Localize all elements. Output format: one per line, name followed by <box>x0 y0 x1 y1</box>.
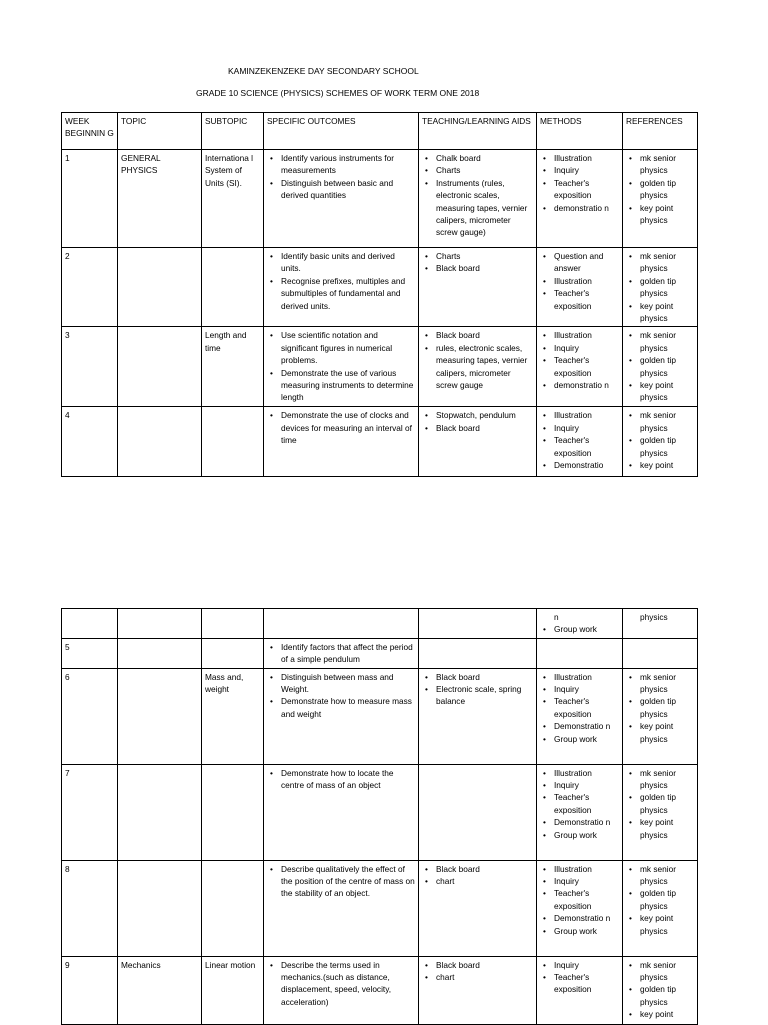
table-row <box>62 407 698 477</box>
reference-item: • mk senior physics <box>626 329 694 354</box>
outcomes-list <box>267 329 415 403</box>
reference-item: • key point <box>626 459 694 471</box>
methods-cell <box>537 609 623 639</box>
reference-item: • golden tip physics <box>626 177 694 202</box>
aid-item: • Black board <box>422 422 533 434</box>
outcomes-cell <box>264 764 419 860</box>
aid-item: • Electronic scale, spring balance <box>422 683 533 708</box>
aid-item: • Black board <box>422 262 533 274</box>
method-item: • Inquiry <box>540 959 619 971</box>
reference-item: • key point physics <box>626 720 694 745</box>
methods-list <box>540 863 619 937</box>
outcome-item: • Demonstrate the use of clocks and devices for measuring an interval of time <box>267 409 415 446</box>
subtopic-cell <box>202 764 264 860</box>
method-item: • Inquiry <box>540 683 619 695</box>
table-row <box>62 638 698 668</box>
reference-item: • golden tip physics <box>626 983 694 1008</box>
outcome-item: • Describe the terms used in mechanics.(such as distance, displacement, speed, velocity, acceleration) <box>267 959 415 1009</box>
aid-item: • Charts <box>422 164 533 176</box>
method-item: • Illustration <box>540 409 619 421</box>
references-list <box>626 767 694 841</box>
reference-item: • golden tip physics <box>626 275 694 300</box>
document-title: GRADE 10 SCIENCE (PHYSICS) SCHEMES OF WORK TERM ONE 2018 <box>196 88 480 98</box>
method-item: • Question and answer <box>540 250 619 275</box>
outcomes-list <box>267 863 415 900</box>
method-item: • Demonstratio <box>540 459 619 471</box>
reference-item: • key point physics <box>626 912 694 937</box>
aids-cell <box>419 150 537 248</box>
outcomes-list <box>267 409 415 446</box>
week-cell: 1 <box>62 150 118 248</box>
aids-cell <box>419 609 537 639</box>
aids-cell <box>419 248 537 327</box>
outcome-item: • Use scientific notation and significant figures in numerical problems. <box>267 329 415 366</box>
topic-cell <box>118 638 202 668</box>
method-item: • Inquiry <box>540 779 619 791</box>
aids-cell <box>419 764 537 860</box>
method-item: • Teacher's exposition <box>540 971 619 996</box>
reference-item: • mk senior physics <box>626 767 694 792</box>
outcomes-cell <box>264 860 419 956</box>
outcomes-cell <box>264 956 419 1024</box>
table-row <box>62 150 698 248</box>
topic-cell <box>118 327 202 407</box>
subtopic-cell <box>202 407 264 477</box>
reference-item: • mk senior physics <box>626 152 694 177</box>
method-item: • Group work <box>540 925 619 937</box>
references-cell <box>623 956 698 1024</box>
outcomes-cell <box>264 609 419 639</box>
outcome-item: • Demonstrate how to measure mass and weight <box>267 695 415 720</box>
subtopic-cell <box>202 860 264 956</box>
references-cell <box>623 638 698 668</box>
reference-item: • key point <box>626 1008 694 1020</box>
method-item: • Teacher's exposition <box>540 434 619 459</box>
col-header-topic: TOPIC <box>118 113 202 150</box>
table-row <box>62 956 698 1024</box>
table-row <box>62 248 698 327</box>
reference-item: • mk senior physics <box>626 409 694 434</box>
method-item: • Teacher's exposition <box>540 695 619 720</box>
aid-item: • Instruments (rules, electronic scales, measuring tapes, vernier calipers, micrometer screw gauge) <box>422 177 533 239</box>
methods-cell <box>537 668 623 764</box>
references-cell <box>623 150 698 248</box>
references-cell <box>623 407 698 477</box>
references-list <box>626 959 694 1021</box>
aids-list <box>422 959 533 984</box>
reference-item: • golden tip physics <box>626 695 694 720</box>
table-row <box>62 860 698 956</box>
header-row <box>62 113 698 150</box>
aids-list <box>422 671 533 708</box>
method-item: • Demonstratio n <box>540 912 619 924</box>
aid-item: • Chalk board <box>422 152 533 164</box>
week-cell: 2 <box>62 248 118 327</box>
col-header-aids: TEACHING/LEARNING AIDS <box>419 113 537 150</box>
method-item: • Inquiry <box>540 422 619 434</box>
methods-cell <box>537 860 623 956</box>
outcomes-list <box>267 250 415 312</box>
col-header-references: REFERENCES <box>623 113 698 150</box>
references-cell <box>623 327 698 407</box>
subtopic-cell <box>202 248 264 327</box>
method-item: • Teacher's exposition <box>540 354 619 379</box>
topic-cell: Mechanics <box>118 956 202 1024</box>
reference-item: • mk senior physics <box>626 863 694 888</box>
aids-list <box>422 152 533 239</box>
aids-cell <box>419 956 537 1024</box>
references-cell <box>623 668 698 764</box>
methods-list <box>540 959 619 996</box>
reference-continued-text: physics <box>640 612 668 622</box>
aid-item: • Stopwatch, pendulum <box>422 409 533 421</box>
aids-list <box>422 863 533 888</box>
method-item: • Teacher's exposition <box>540 287 619 312</box>
references-cell <box>623 860 698 956</box>
table-row <box>62 327 698 407</box>
outcome-item: • Distinguish between basic and derived quantities <box>267 177 415 202</box>
method-item: • Teacher's exposition <box>540 791 619 816</box>
method-item: • demonstratio n <box>540 202 619 214</box>
outcome-item: • Recognise prefixes, multiples and submultiples of fundamental and derived units. <box>267 275 415 312</box>
reference-item: • key point physics <box>626 816 694 841</box>
reference-item: • key point physics <box>626 300 694 325</box>
aid-item: • chart <box>422 971 533 983</box>
reference-item: • key point physics <box>626 379 694 404</box>
continuation-row <box>62 609 698 639</box>
aid-item: • Charts <box>422 250 533 262</box>
aids-list <box>422 250 533 275</box>
week-cell: 3 <box>62 327 118 407</box>
table-row <box>62 764 698 860</box>
references-list <box>626 409 694 471</box>
col-header-methods: METHODS <box>537 113 623 150</box>
topic-cell <box>118 407 202 477</box>
outcomes-cell <box>264 638 419 668</box>
aid-item: • chart <box>422 875 533 887</box>
method-item: • Demonstratio n <box>540 720 619 732</box>
scheme-table-part-2 <box>61 608 698 1025</box>
aids-cell <box>419 638 537 668</box>
outcome-item: • Describe qualitatively the effect of the position of the centre of mass on the stability of an object. <box>267 863 415 900</box>
topic-cell <box>118 764 202 860</box>
method-item: • Illustration <box>540 329 619 341</box>
methods-list <box>540 671 619 745</box>
outcome-item: • Demonstrate how to locate the centre of mass of an object <box>267 767 415 792</box>
reference-item: • key point physics <box>626 202 694 227</box>
subtopic-cell: Length and time <box>202 327 264 407</box>
reference-item: • golden tip physics <box>626 354 694 379</box>
methods-list <box>540 409 619 471</box>
outcome-item: • Distinguish between mass and Weight. <box>267 671 415 696</box>
topic-cell <box>118 609 202 639</box>
method-item: • Inquiry <box>540 164 619 176</box>
topic-cell: GENERAL PHYSICS <box>118 150 202 248</box>
outcomes-cell <box>264 407 419 477</box>
subtopic-cell <box>202 609 264 639</box>
outcomes-cell <box>264 150 419 248</box>
methods-list <box>540 152 619 214</box>
references-cell <box>623 248 698 327</box>
method-item: • Group work <box>540 623 619 635</box>
week-cell <box>62 609 118 639</box>
col-header-subtopic: SUBTOPIC <box>202 113 264 150</box>
reference-item: • mk senior physics <box>626 959 694 984</box>
aids-list <box>422 329 533 391</box>
col-header-week: WEEK BEGINNIN G <box>62 113 118 150</box>
method-item: • Teacher's exposition <box>540 177 619 202</box>
references-cell <box>623 609 698 639</box>
references-list <box>626 671 694 745</box>
aid-item: • Black board <box>422 863 533 875</box>
outcome-item: • Demonstrate the use of various measuring instruments to determine length <box>267 367 415 404</box>
methods-cell <box>537 150 623 248</box>
outcomes-list <box>267 641 415 666</box>
outcomes-cell <box>264 327 419 407</box>
methods-list <box>540 329 619 391</box>
methods-list <box>540 767 619 841</box>
references-list <box>626 329 694 403</box>
aid-item: • Black board <box>422 959 533 971</box>
reference-item: • mk senior physics <box>626 671 694 696</box>
aids-cell <box>419 668 537 764</box>
outcomes-list <box>267 671 415 721</box>
references-list <box>626 250 694 324</box>
reference-item: • golden tip physics <box>626 434 694 459</box>
method-item: • demonstratio n <box>540 379 619 391</box>
references-list <box>626 863 694 937</box>
topic-cell <box>118 248 202 327</box>
subtopic-cell: Linear motion <box>202 956 264 1024</box>
references-list <box>626 152 694 226</box>
method-item: • Illustration <box>540 767 619 779</box>
method-item: • Illustration <box>540 152 619 164</box>
methods-cell <box>537 956 623 1024</box>
outcomes-list <box>267 767 415 792</box>
references-cell <box>623 764 698 860</box>
outcomes-list <box>267 152 415 202</box>
method-continued-text: n <box>554 612 559 622</box>
method-item: • Demonstratio n <box>540 816 619 828</box>
col-header-outcomes: SPECIFIC OUTCOMES <box>264 113 419 150</box>
aid-item: • Black board <box>422 329 533 341</box>
week-cell: 6 <box>62 668 118 764</box>
method-item: • Illustration <box>540 863 619 875</box>
subtopic-cell: Mass and, weight <box>202 668 264 764</box>
scheme-table-part-1 <box>61 112 698 477</box>
method-item: • Group work <box>540 733 619 745</box>
aid-item: • Black board <box>422 671 533 683</box>
subtopic-cell: Internationa l System of Units (SI). <box>202 150 264 248</box>
reference-item: • mk senior physics <box>626 250 694 275</box>
methods-list <box>540 250 619 312</box>
methods-cell <box>537 764 623 860</box>
outcome-item: • Identify basic units and derived units. <box>267 250 415 275</box>
reference-item: • golden tip physics <box>626 887 694 912</box>
methods-cell <box>537 638 623 668</box>
aids-cell <box>419 407 537 477</box>
week-cell: 4 <box>62 407 118 477</box>
method-item: • Group work <box>540 829 619 841</box>
method-item: • Teacher's exposition <box>540 887 619 912</box>
table-row <box>62 668 698 764</box>
aids-cell <box>419 860 537 956</box>
week-cell: 5 <box>62 638 118 668</box>
outcome-item: • Identify factors that affect the period of a simple pendulum <box>267 641 415 666</box>
method-item: • Inquiry <box>540 342 619 354</box>
topic-cell <box>118 668 202 764</box>
method-item: • Illustration <box>540 671 619 683</box>
topic-cell <box>118 860 202 956</box>
reference-item: • golden tip physics <box>626 791 694 816</box>
outcomes-cell <box>264 668 419 764</box>
aid-item: • rules, electronic scales, measuring tapes, vernier calipers, micrometer screw gauge <box>422 342 533 392</box>
week-cell: 9 <box>62 956 118 1024</box>
week-cell: 8 <box>62 860 118 956</box>
methods-cell <box>537 407 623 477</box>
school-name: KAMINZEKENZEKE DAY SECONDARY SCHOOL <box>228 66 419 76</box>
outcome-item: • Identify various instruments for measurements <box>267 152 415 177</box>
method-item: • Illustration <box>540 275 619 287</box>
week-cell: 7 <box>62 764 118 860</box>
subtopic-cell <box>202 638 264 668</box>
outcomes-cell <box>264 248 419 327</box>
outcomes-list <box>267 959 415 1009</box>
methods-cell <box>537 327 623 407</box>
aids-list <box>422 409 533 434</box>
method-item: • Inquiry <box>540 875 619 887</box>
methods-cell <box>537 248 623 327</box>
aids-cell <box>419 327 537 407</box>
